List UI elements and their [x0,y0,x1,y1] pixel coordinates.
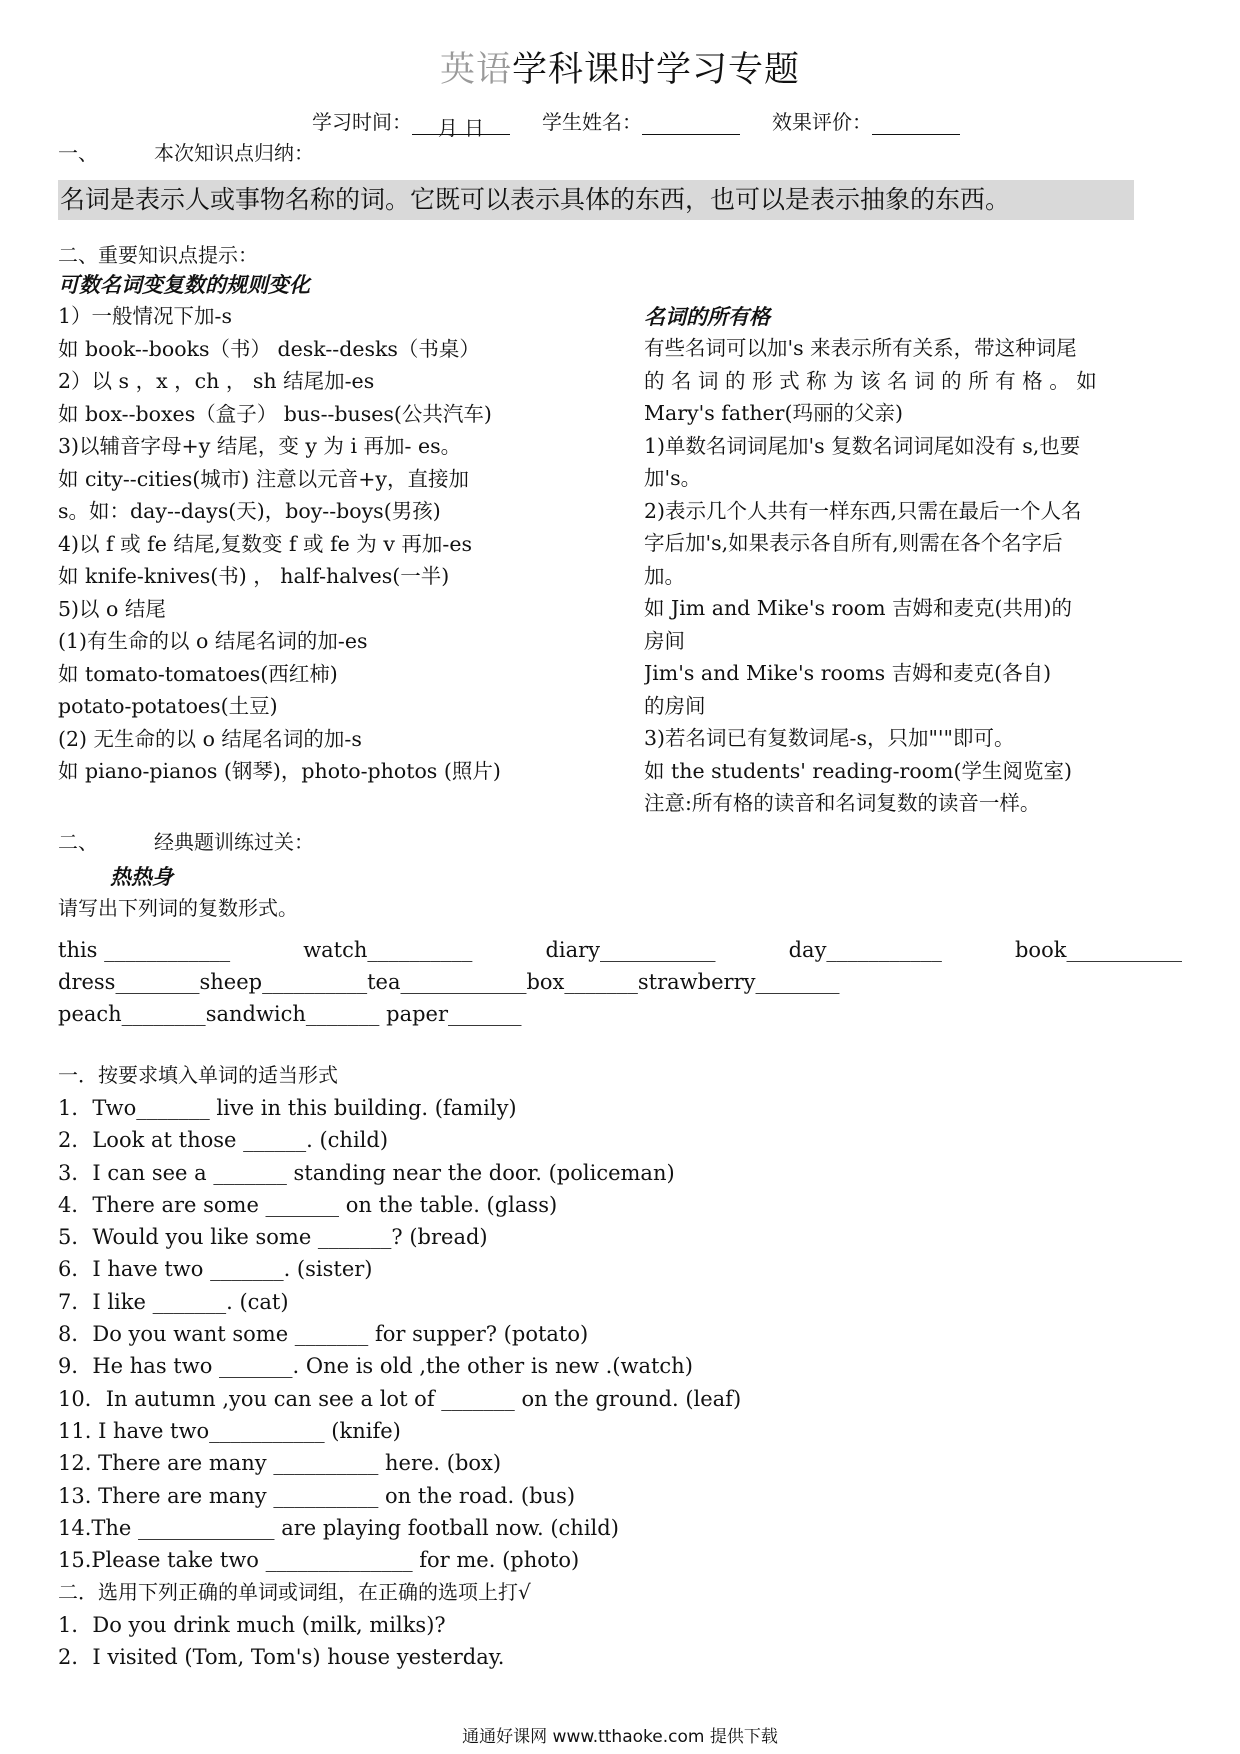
exercise-item[interactable]: 13. There are many __________ on the road. (bus) [58,1483,576,1508]
plural-rule-line: 如 book--books（书） desk--desks（书桌） [58,336,480,361]
exercise-item[interactable]: 1．Do you drink much (milk, milks)? [58,1612,446,1637]
plural-rule-line: 3)以辅音字母+y 结尾，变 y 为 i 再加- es。 [58,434,462,458]
warmup-word[interactable]: paper_______ [386,1002,522,1026]
exercise-item[interactable]: 12. There are many __________ here. (box) [58,1451,502,1476]
exercise-item[interactable]: 15.Please take two ______________ for me. (photo) [58,1548,580,1573]
section-1-label: 本次知识点归纳： [154,141,314,165]
exercise-item[interactable]: 2．Look at those ______. (child) [58,1128,389,1153]
possessive-line: Jim's and Mike's rooms 吉姆和麦克(各自) [644,661,1052,685]
warmup-word[interactable]: diary___________ [545,938,716,962]
possessive-line: 1)单数名词词尾加's 复数名词词尾如没有 s,也要 [644,433,1081,458]
possessive-line: 字后加's,如果表示各自所有,则需在各个名字后 [644,531,1063,555]
possessive-line: 房间 [644,628,685,653]
possessive-line: 如 Jim and Mike's room 吉姆和麦克(共用)的 [644,596,1073,620]
warmup-word[interactable]: book___________ [1014,938,1182,962]
plural-rule-line: (1)有生命的以 o 结尾名词的加-es [58,629,368,653]
plural-rule-line: 2）以 s ，x ，ch ， sh 结尾加-es [58,369,375,393]
possessive-line: 注意:所有格的读音和名词复数的读音一样。 [644,791,1041,815]
warmup-word[interactable]: box_______ [526,970,638,994]
section-2-heading: 二、重要知识点提示： [58,243,258,267]
summary-text: 名词是表示人或事物名称的词。它既可以表示具体的东西，也可以是表示抽象的东西。 [60,185,1011,214]
name-field[interactable] [642,112,740,135]
exercise-item[interactable]: 14.The _____________ are playing football now. (child) [58,1515,619,1540]
exercise-item[interactable]: 1．Two_______ live in this building. (family) [58,1096,517,1120]
time-value: 月 日 [437,116,485,140]
time-label: 学习时间： [312,110,412,134]
warmup-instruction: 请写出下列词的复数形式。 [58,896,298,920]
plural-rule-line: s。如：day--days(天)，boy--boys(男孩) [58,499,441,523]
plural-rule-line: 如 box--boxes（盒子） bus--buses(公共汽车) [58,401,492,426]
summary-highlight [58,180,1134,220]
plural-rules-heading: 可数名词变复数的规则变化 [58,273,310,297]
page-title [0,42,1240,92]
plural-rule-line: 5)以 o 结尾 [58,596,166,621]
possessive-line: 如 the students' reading-room(学生阅览室) [644,758,1072,783]
exercise-item[interactable]: 8．Do you want some _______ for supper? (potato) [58,1322,589,1347]
time-field[interactable] [412,112,510,140]
possessive-line: 的 名 词 的 形 式 称 为 该 名 词 的 所 有 格 。 如 [644,368,1097,393]
warmup-word[interactable]: sheep__________ [199,970,368,994]
name-label: 学生姓名： [542,110,642,134]
exercise-1-heading: 一．按要求填入单词的适当形式 [58,1063,338,1087]
section-3-label: 经典题训练过关： [154,830,314,854]
warmup-word[interactable]: this ____________ [58,938,231,962]
possessive-column [644,332,1184,820]
exercise-item[interactable]: 7．I like _______. (cat) [58,1289,289,1314]
possessive-line: 的房间 [644,693,706,718]
section-1-heading [58,138,314,168]
exercise-2-heading: 二．选用下列正确的单词或词组，在正确的选项上打√ [58,1580,531,1605]
plural-rules-column [58,300,618,788]
exercise-item[interactable]: 5．Would you like some _______? (bread) [58,1225,488,1250]
warmup-word[interactable]: day___________ [788,938,942,962]
plural-rule-line: 4)以 f 或 fe 结尾,复数变 f 或 fe 为 v 再加-es [58,531,472,556]
exercise-item[interactable]: 6．I have two _______. (sister) [58,1257,373,1282]
exercise-1-list [58,1092,1178,1673]
possessive-line: 加's。 [644,466,702,490]
exercise-item[interactable]: 2．I visited (Tom, Tom's) house yesterday. [58,1645,505,1670]
possessive-heading: 名词的所有格 [644,305,770,329]
warmup-word[interactable]: peach________ [58,1002,206,1026]
exercise-item[interactable]: 4．There are some _______ on the table. (glass) [58,1192,558,1217]
plural-rule-line: 如 piano-pianos (钢琴)，photo-photos (照片) [58,759,501,783]
possessive-line: 加。 [644,563,685,588]
eval-label: 效果评价： [772,110,872,134]
plural-rule-line: 1）一般情况下加-s [58,304,232,328]
warmup-word[interactable]: tea____________ [367,970,527,994]
plural-rule-line: 如 knife-knives(书) ， half-halves(一半) [58,564,450,588]
exercise-item[interactable]: 9．He has two _______. One is old ,the other is new .(watch) [58,1354,693,1379]
title-main: 学科课时学习专题 [512,50,801,90]
exercise-item[interactable]: 3．I can see a _______ standing near the door. (policeman) [58,1160,675,1185]
exercise-item[interactable]: 11. I have two___________ (knife) [58,1418,401,1443]
eval-field[interactable] [872,112,960,135]
possessive-line: 2)表示几个人共有一样东西,只需在最后一个人名 [644,498,1082,523]
plural-rule-line: potato-potatoes(土豆) [58,694,278,718]
warmup-row [58,998,522,1030]
possessive-line: 3)若名词已有复数词尾-s，只加"'"即可。 [644,726,1015,750]
plural-rule-line: 如 city--cities(城市) 注意以元音+y，直接加 [58,466,469,491]
section-3-number: 二、 [58,830,98,854]
warmup-word[interactable]: dress________ [58,970,200,994]
title-subject: 英语 [439,50,512,90]
possessive-line: Mary's father(玛丽的父亲) [644,401,903,425]
student-info-bar [312,106,960,140]
warmup-word[interactable]: watch__________ [303,938,473,962]
exercise-item[interactable]: 10．In autumn ,you can see a lot of _______ on the ground. (leaf) [58,1386,742,1411]
warmup-word[interactable]: strawberry________ [637,970,840,994]
warmup-row [58,966,839,998]
warmup-row [58,934,1182,966]
plural-rule-line: (2) 无生命的以 o 结尾名词的加-s [58,726,362,751]
plural-rule-line: 如 tomato-tomatoes(西红柿) [58,661,338,686]
possessive-line: 有些名词可以加's 来表示所有关系，带这种词尾 [644,336,1077,360]
warmup-heading: 热热身 [110,865,173,889]
warmup-word[interactable]: sandwich_______ [205,1002,380,1026]
section-3-heading [58,827,314,857]
page-footer: 通通好课网 www.tthaoke.com 提供下载 [462,1727,778,1747]
section-1-number: 一、 [58,141,98,165]
